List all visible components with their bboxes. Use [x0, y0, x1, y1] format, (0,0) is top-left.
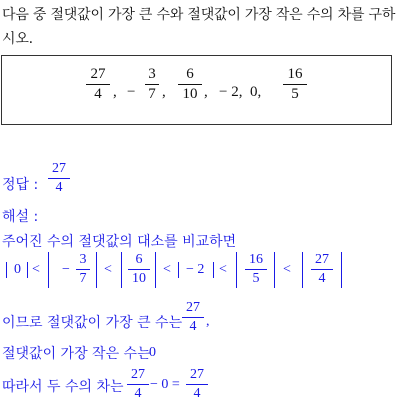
numerator: 27	[131, 367, 145, 382]
numerator: 16	[287, 66, 303, 82]
denominator: 4	[55, 180, 63, 195]
fraction-bar	[182, 317, 204, 318]
numerator: 3	[148, 66, 156, 82]
less-than: <	[32, 262, 40, 277]
minus-sign: −	[62, 262, 70, 277]
explanation-label: 해설 :	[2, 209, 39, 225]
fraction-bar	[283, 84, 307, 85]
denominator: 4	[193, 386, 201, 401]
answer-label: 정답 :	[2, 177, 39, 193]
fraction-bar	[186, 384, 208, 385]
fraction-bar	[145, 84, 159, 85]
denominator: 7	[148, 86, 156, 102]
separator: ,	[162, 84, 166, 100]
denominator: 10	[182, 86, 198, 102]
minus-two: − 2	[186, 262, 205, 277]
abs-bar	[27, 262, 28, 278]
explanation-line-5: 따라서 두 수의 차는	[2, 379, 124, 395]
numerator: 16	[249, 252, 263, 267]
fraction-bar	[48, 178, 70, 179]
numerator: 27	[90, 66, 106, 82]
fraction-bar	[245, 269, 267, 270]
abs-bar	[213, 262, 214, 278]
max-fraction	[182, 301, 204, 334]
denominator: 4	[189, 319, 197, 334]
comma: ,	[206, 314, 210, 329]
abs-bar	[302, 252, 303, 288]
separator: ,	[113, 84, 117, 100]
fraction-6-10	[128, 253, 150, 286]
minus-sign: −	[127, 84, 136, 100]
fraction-bar	[127, 384, 149, 385]
denominator: 4	[94, 86, 102, 102]
numerator: 6	[135, 252, 143, 267]
difference-fraction-right	[186, 368, 208, 401]
abs-bar	[341, 252, 342, 288]
explanation-line-1: 주어진 수의 절댓값의 대소를 비교하면	[2, 234, 237, 250]
fraction-bar	[86, 84, 110, 85]
denominator: 4	[318, 271, 326, 286]
fraction-16-5	[245, 253, 267, 286]
min-value: 0	[149, 345, 156, 360]
minus-zero-equals: − 0 =	[150, 377, 180, 392]
fraction-27-4	[311, 253, 333, 286]
abs-bar	[236, 252, 237, 288]
zero: 0	[14, 262, 21, 277]
fraction-bar	[178, 84, 202, 85]
fraction-16-5	[283, 67, 307, 102]
explanation-line-3: 이므로 절댓값이 가장 큰 수는	[2, 315, 183, 331]
denominator: 4	[134, 386, 142, 401]
difference-fraction-left	[127, 368, 149, 401]
fraction-27-4	[86, 67, 110, 102]
question-line-2: 시오.	[2, 31, 33, 47]
numerator: 27	[186, 300, 200, 315]
numerator: 3	[79, 252, 87, 267]
fraction-3-7	[76, 253, 90, 286]
fraction-6-10	[178, 67, 202, 102]
denominator: 5	[252, 271, 260, 286]
question-line-1: 다음 중 절댓값이 가장 큰 수와 절댓값이 가장 작은 수의 차를 구하	[2, 7, 396, 23]
abs-bar	[121, 252, 122, 288]
less-than: <	[283, 262, 291, 277]
fraction-3-7	[145, 67, 159, 102]
numerator: 27	[315, 252, 329, 267]
numerator: 6	[186, 66, 194, 82]
less-than: <	[104, 262, 112, 277]
fraction-bar	[76, 269, 90, 270]
explanation-line-4: 절댓값이 가장 작은 수는	[2, 346, 151, 362]
answer-fraction	[48, 162, 70, 195]
numerator: 27	[52, 161, 66, 176]
abs-bar	[6, 262, 7, 278]
fraction-bar	[128, 269, 150, 270]
abs-bar	[96, 252, 97, 288]
fraction-bar	[311, 269, 333, 270]
abs-bar	[274, 252, 275, 288]
abs-bar	[48, 252, 49, 288]
less-than: <	[163, 262, 171, 277]
numerator: 27	[190, 367, 204, 382]
denominator: 5	[291, 86, 299, 102]
denominator: 10	[132, 271, 146, 286]
numbers-rest: , − 2, 0,	[204, 84, 262, 100]
abs-bar	[178, 262, 179, 278]
less-than: <	[219, 262, 227, 277]
denominator: 7	[79, 271, 87, 286]
abs-bar	[155, 252, 156, 288]
